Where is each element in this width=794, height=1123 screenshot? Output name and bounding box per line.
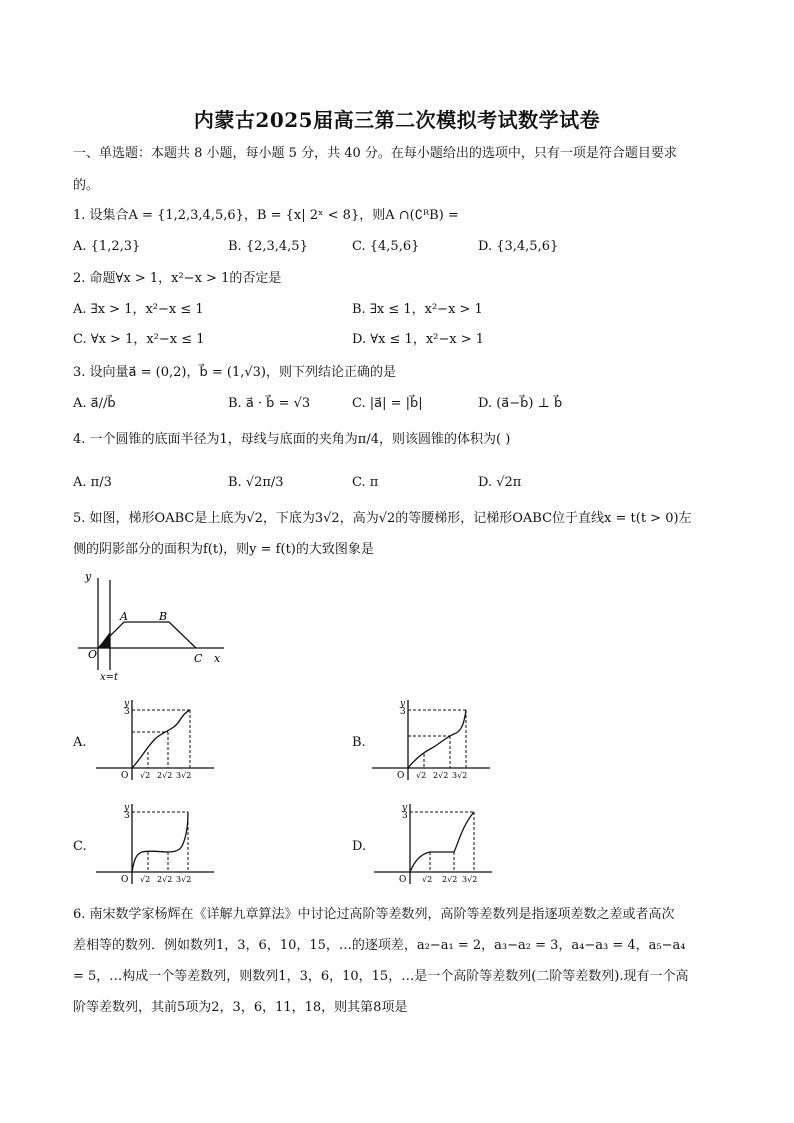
graph-d-t3: 3√2 <box>462 875 478 884</box>
graph-b-o: O <box>397 771 405 781</box>
q3-option-d[interactable]: D. (a⃗−b⃗) ⊥ b⃗ <box>478 396 563 411</box>
q1-option-c[interactable]: C. {4,5,6} <box>352 239 420 254</box>
q6-line1: 6. 南宋数学家杨辉在《详解九章算法》中讨论过高阶等差数列，高阶等差数列是指逐项差数之差或者高次 <box>73 907 675 922</box>
q4-option-a[interactable]: A. π/3 <box>73 475 112 490</box>
graph-a-t1: √2 <box>140 771 151 780</box>
graph-b-t2: 2√2 <box>433 771 449 780</box>
graph-a-o: O <box>121 771 129 781</box>
fig-line-label: x=t <box>100 672 119 683</box>
q5-graph-c[interactable] <box>94 800 218 886</box>
graph-c-o: O <box>121 875 129 885</box>
fig-o-label: O <box>88 648 98 661</box>
trapezoid-figure <box>74 570 234 685</box>
q1-option-d[interactable]: D. {3,4,5,6} <box>478 239 559 254</box>
graph-c-y: y <box>124 803 130 813</box>
graph-d-o: O <box>399 875 407 885</box>
q6-line3: = 5，…构成一个等差数列，则数列1，3，6，10，15，…是一个高阶等差数列(二阶等差数列).现有一个高 <box>73 969 689 984</box>
q2-stem: 2. 命题∀x > 1，x²−x > 1的否定是 <box>73 271 282 286</box>
fig-a-label: A <box>120 610 128 623</box>
section-heading-line1: 一、单选题：本题共 8 小题，每小题 5 分，共 40 分。在每小题给出的选项中，只有一项是符合题目要求 <box>73 146 677 161</box>
q3-option-c[interactable]: C. |a⃗| = |b⃗| <box>352 396 423 411</box>
section-heading-line2: 的。 <box>73 178 100 193</box>
q5-option-a-label[interactable]: A. <box>73 735 87 750</box>
q3-option-b[interactable]: B. a⃗ · b⃗ = √3 <box>228 396 311 411</box>
q5-graph-d[interactable] <box>372 800 496 886</box>
graph-d-y: y <box>402 803 408 813</box>
q5-option-d-label[interactable]: D. <box>352 839 367 854</box>
q5-graph-a[interactable] <box>94 696 218 782</box>
q1-stem: 1. 设集合A = {1,2,3,4,5,6}，B = {x| 2ˣ < 8}，则A ∩(∁ᴿB) = <box>73 208 459 223</box>
q5-stem-line2: 侧的阴影部分的面积为f(t)，则y = f(t)的大致图象是 <box>73 542 374 557</box>
graph-a-y: y <box>124 699 130 709</box>
q2-option-c[interactable]: C. ∀x > 1，x²−x ≤ 1 <box>73 332 205 347</box>
q1-option-b[interactable]: B. {2,3,4,5} <box>228 239 308 254</box>
q3-option-a[interactable]: A. a⃗//b⃗ <box>73 396 116 411</box>
graph-d-t2: 2√2 <box>442 875 458 884</box>
q5-graph-b[interactable] <box>370 696 494 782</box>
q4-option-d[interactable]: D. √2π <box>478 475 522 490</box>
graph-c-t2: 2√2 <box>157 875 173 884</box>
q2-option-b[interactable]: B. ∃x ≤ 1，x²−x > 1 <box>352 302 483 317</box>
q2-option-a[interactable]: A. ∃x > 1，x²−x ≤ 1 <box>73 302 204 317</box>
graph-c-three: 3 <box>124 811 130 821</box>
fig-y-label: y <box>85 570 92 583</box>
q4-stem: 4. 一个圆锥的底面半径为1，母线与底面的夹角为π/4，则该圆锥的体积为( ) <box>73 432 511 447</box>
q5-stem-line1: 5. 如图，梯形OABC是上底为√2，下底为3√2，高为√2的等腰梯形，记梯形OABC位于直线x = t(t > 0)左 <box>73 511 692 526</box>
graph-d-t1: √2 <box>422 875 433 884</box>
q6-line4: 阶等差数列，其前5项为2，3，6，11，18，则其第8项是 <box>73 1000 408 1015</box>
graph-b-t1: √2 <box>416 771 427 780</box>
graph-b-t3: 3√2 <box>452 771 468 780</box>
fig-b-label: B <box>159 610 168 623</box>
page-title: 内蒙古2025届高三第二次模拟考试数学试卷 <box>193 108 601 132</box>
graph-b-three: 3 <box>400 707 406 717</box>
q4-option-c[interactable]: C. π <box>352 475 379 490</box>
q4-option-b[interactable]: B. √2π/3 <box>228 475 284 490</box>
graph-c-t3: 3√2 <box>176 875 192 884</box>
graph-a-three: 3 <box>124 707 130 717</box>
q5-option-b-label[interactable]: B. <box>352 735 366 750</box>
q6-line2: 差相等的数列．例如数列1，3，6，10，15，…的逐项差，a₂−a₁ = 2，a₃−a₂ = 3，a₄−a₃ = 4，a₅−a₄ <box>73 938 686 953</box>
q1-option-a[interactable]: A. {1,2,3} <box>73 239 141 254</box>
fig-x-label: x <box>214 652 221 665</box>
q5-option-c-label[interactable]: C. <box>73 839 87 854</box>
graph-b-y: y <box>400 699 406 709</box>
graph-c-t1: √2 <box>140 875 151 884</box>
graph-a-t2: 2√2 <box>157 771 173 780</box>
fig-c-label: C <box>194 652 203 665</box>
q3-stem: 3. 设向量a⃗ = (0,2)，b⃗ = (1,√3)，则下列结论正确的是 <box>73 365 396 380</box>
graph-d-three: 3 <box>402 811 408 821</box>
graph-a-t3: 3√2 <box>176 771 192 780</box>
q2-option-d[interactable]: D. ∀x ≤ 1，x²−x > 1 <box>352 332 485 347</box>
